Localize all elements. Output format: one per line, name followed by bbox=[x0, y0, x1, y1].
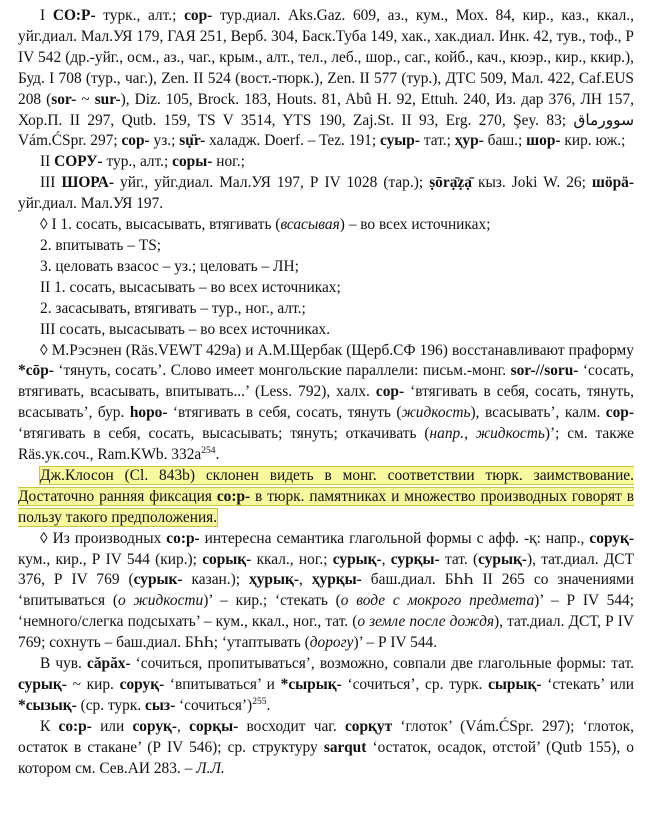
meaning-paragraph: II 1. сосать, высасывать – во всех источниках; bbox=[40, 278, 341, 296]
derivatives-paragraph: ◊ Из производных со:р- интересна семантика глагольной формы с афф. -қ: напр., соруқ- кум., кир., Р IV 544 (кир.); сорық- ккал., ног.; сурық-, сурқы- тат. (сурық-), тат.диал. ДСТ 376, Р IV 769 (сурык- казан.); ҳурық-, ҳурқы- баш.диал. БҺҺ II 265 со значениями ‘впитываться (о жидкости)’ – кир.; ‘стекать (о воде с мокрого предмета)’ – Р IV 544; ‘немного/слегка подсыхать’ – кум., ккал., ног., тат. (о земле после дождя), тат.диал. ДСТ, Р IV 769; сохнуть – баш.диал. БҺҺ; ‘утаптывать (дорогу)’ – Р IV 544. bbox=[18, 529, 635, 652]
etymology-paragraph: ◊ М.Рэсэнен (Räs.VEWT 429a) и А.М.Щербак (Щерб.СФ 196) восстанавливают праформу *сōр- ‘тянуть, сосать’. Слово имеет монгольские параллели: письм.-монг. sor-//soru- ‘сосать, втягивать, всасывать, впитывать...’ (Less. 792), халх. сор- ‘втягивать в себя, сосать, тянуть, всасывать’, бур. hopo- ‘втягивать в себя, сосать, тянуть (жидкость), всасывать’, калм. сор- ‘втягивать в себя, сосать, высасывать; тянуть; откачивать (напр., жидкость)’; см. также Räs.ук.соч., Ram.KWb. $332a^{254}$. bbox=[18, 341, 634, 464]
entry-forms-paragraph: II СОРУ- тур., алт.; соры- ног.; bbox=[40, 153, 245, 171]
closing-paragraph: К со:р- или соруқ-, сорқы- восходит чаг. сорқут ‘глоток’ (Vám.ĆSpr. 297); ‘глоток, остаток в стакане’ (Р IV 546); ср. структуру sarqut ‘остаток, осадок, отстой’ (Qutb 155), о котором см. Сев.АИ 283. – Л.Л. bbox=[18, 717, 634, 777]
text-highlight: Дж.Клосон (Cl. 843b) склонен видеть в монг. соответствии тюрк. заимствование. Достаточно ранняя фиксация со:р- в тюрк. памятниках и множество производных говорят в пользу такого предположения. bbox=[18, 466, 634, 526]
entry-forms-paragraph: III ШОРА- уйг., уйг.диал. Мал.УЯ 197, Р IV 1028 (тар.); ṣōrạ̄ẓạ̄ кыз. Joki W. 26; шöрä- уйг.диал. Мал.УЯ 197. bbox=[18, 174, 634, 213]
meaning-paragraph: 2. засасывать, втягивать – тур., ног., алт.; bbox=[40, 299, 306, 317]
meaning-paragraph: III сосать, высасывать – во всех источниках. bbox=[40, 320, 331, 338]
highlighted-paragraph bbox=[18, 466, 634, 529]
meaning-paragraph: 2. впитывать – TS; bbox=[40, 236, 162, 254]
chuvash-paragraph: В чув. сăрăх- ‘сочиться, пропитываться’, возможно, совпали две глагольные формы: тат. сурық- ~ кир. соруқ- ‘впитываться’ и *сырық- ‘сочиться’, ср. турк. сырық- ‘стекать’ или *сызық- (ср. турк. сыз- ‘сочиться’)$^{255}$. bbox=[18, 655, 635, 714]
meaning-paragraph: 3. целовать взасос – уз.; целовать – ЛН; bbox=[40, 257, 299, 275]
meaning-paragraph: ◊ I 1. сосать, высасывать, втягивать (всасывая) – во всех источниках; bbox=[40, 216, 491, 234]
entry-forms-paragraph: I СО:Р- турк., алт.; сор- тур.диал. Aks.Gaz. 609, аз., кум., Мох. 84, кир., каз., ккал., уйг.диал. Мал.УЯ 179, ГАЯ 251, Верб. 304, Баск.Туба 149, хак., хак.диал. Инк. 42, тув., тоф., Р IV 542 (др.-уйг., осм., аз., чаг., крым., алт., тел., леб., шор., саг., койб., кач., кюэр., кир., ккир.), Буд. I 708 (тур., чаг.), Zen. II 524 (вост.-тюрк.), Zen. II 577 (тур.), ДТС 509, Мал. 422, Caf.EUS 208 (sor- ~ sur-), Diz. 105, Brock. 183, Houts. 81, Abû H. 92, Ettuh. 240, Из. дар 376, ЛН 157, Хор.П. II 297, Qutb. 159, TS V 3514, YTS 190, Zaj.St. II 93, Erg. 270, Şey. 83; سوورماق Vám.ĆSpr. 297; сор- уз.; sụ̈r- халадж. Doerf. – Tez. 191; суыр- тат.; ҳур- баш.; шор- кир. юж.; bbox=[18, 7, 634, 150]
